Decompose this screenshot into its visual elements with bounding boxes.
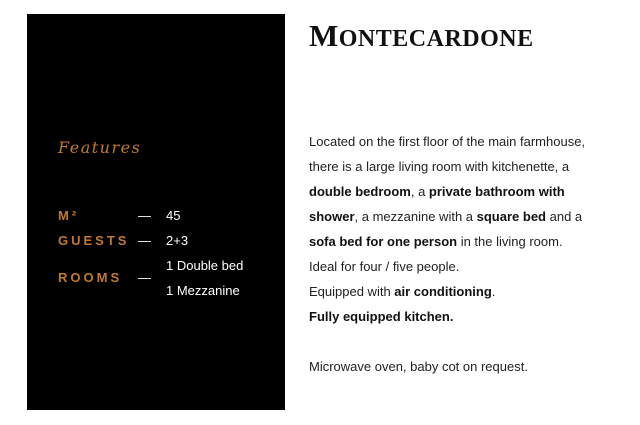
feature-value-guests: 2+3 xyxy=(166,233,189,248)
description-kitchen xyxy=(309,304,609,329)
description-extras: Microwave oven, baby cot on request. xyxy=(309,359,528,374)
desc-text: , a mezzanine with a xyxy=(354,209,477,224)
desc-text: . xyxy=(491,284,496,299)
desc-highlight-private-bathroom: private bathroom with shower xyxy=(309,184,565,224)
features-title: Features xyxy=(58,138,142,157)
feature-label-rooms: ROOMS xyxy=(58,270,123,285)
feature-label-guests: GUESTS xyxy=(58,233,130,248)
desc-highlight-square-bed: square bed xyxy=(476,209,546,224)
desc-highlight-sofa-bed: sofa bed for one person xyxy=(309,234,458,249)
description-paragraph xyxy=(309,129,609,254)
property-title xyxy=(309,20,534,51)
property-title-initial: M xyxy=(309,18,339,53)
desc-text: Equipped with xyxy=(309,284,395,299)
feature-label-area: M² xyxy=(58,208,80,223)
feature-value-area: 45 xyxy=(166,208,181,223)
property-description xyxy=(309,129,609,379)
desc-highlight-double-bedroom: double bedroom xyxy=(309,184,411,199)
description-ideal: Ideal for four / five people. xyxy=(309,259,460,274)
desc-text: , a xyxy=(410,184,429,199)
desc-text: and a xyxy=(546,209,583,224)
features-panel xyxy=(27,14,285,410)
paragraph-gap xyxy=(309,329,609,354)
feature-value-rooms-1: 1 Double bed xyxy=(166,258,244,273)
desc-text: in the living room. xyxy=(457,234,563,249)
desc-highlight-kitchen: Fully equipped kitchen. xyxy=(309,309,454,324)
desc-text: Located on the first floor of the main farmhouse, there is a large living room with kitchenette, a xyxy=(309,134,586,174)
description-equipped xyxy=(309,279,609,304)
property-title-rest: ONTECARDONE xyxy=(338,26,534,52)
feature-dash: — xyxy=(138,270,151,285)
feature-dash: — xyxy=(138,208,151,223)
desc-highlight-air-conditioning: air conditioning xyxy=(394,284,492,299)
feature-dash: — xyxy=(138,233,151,248)
feature-value-rooms-2: 1 Mezzanine xyxy=(166,283,240,298)
